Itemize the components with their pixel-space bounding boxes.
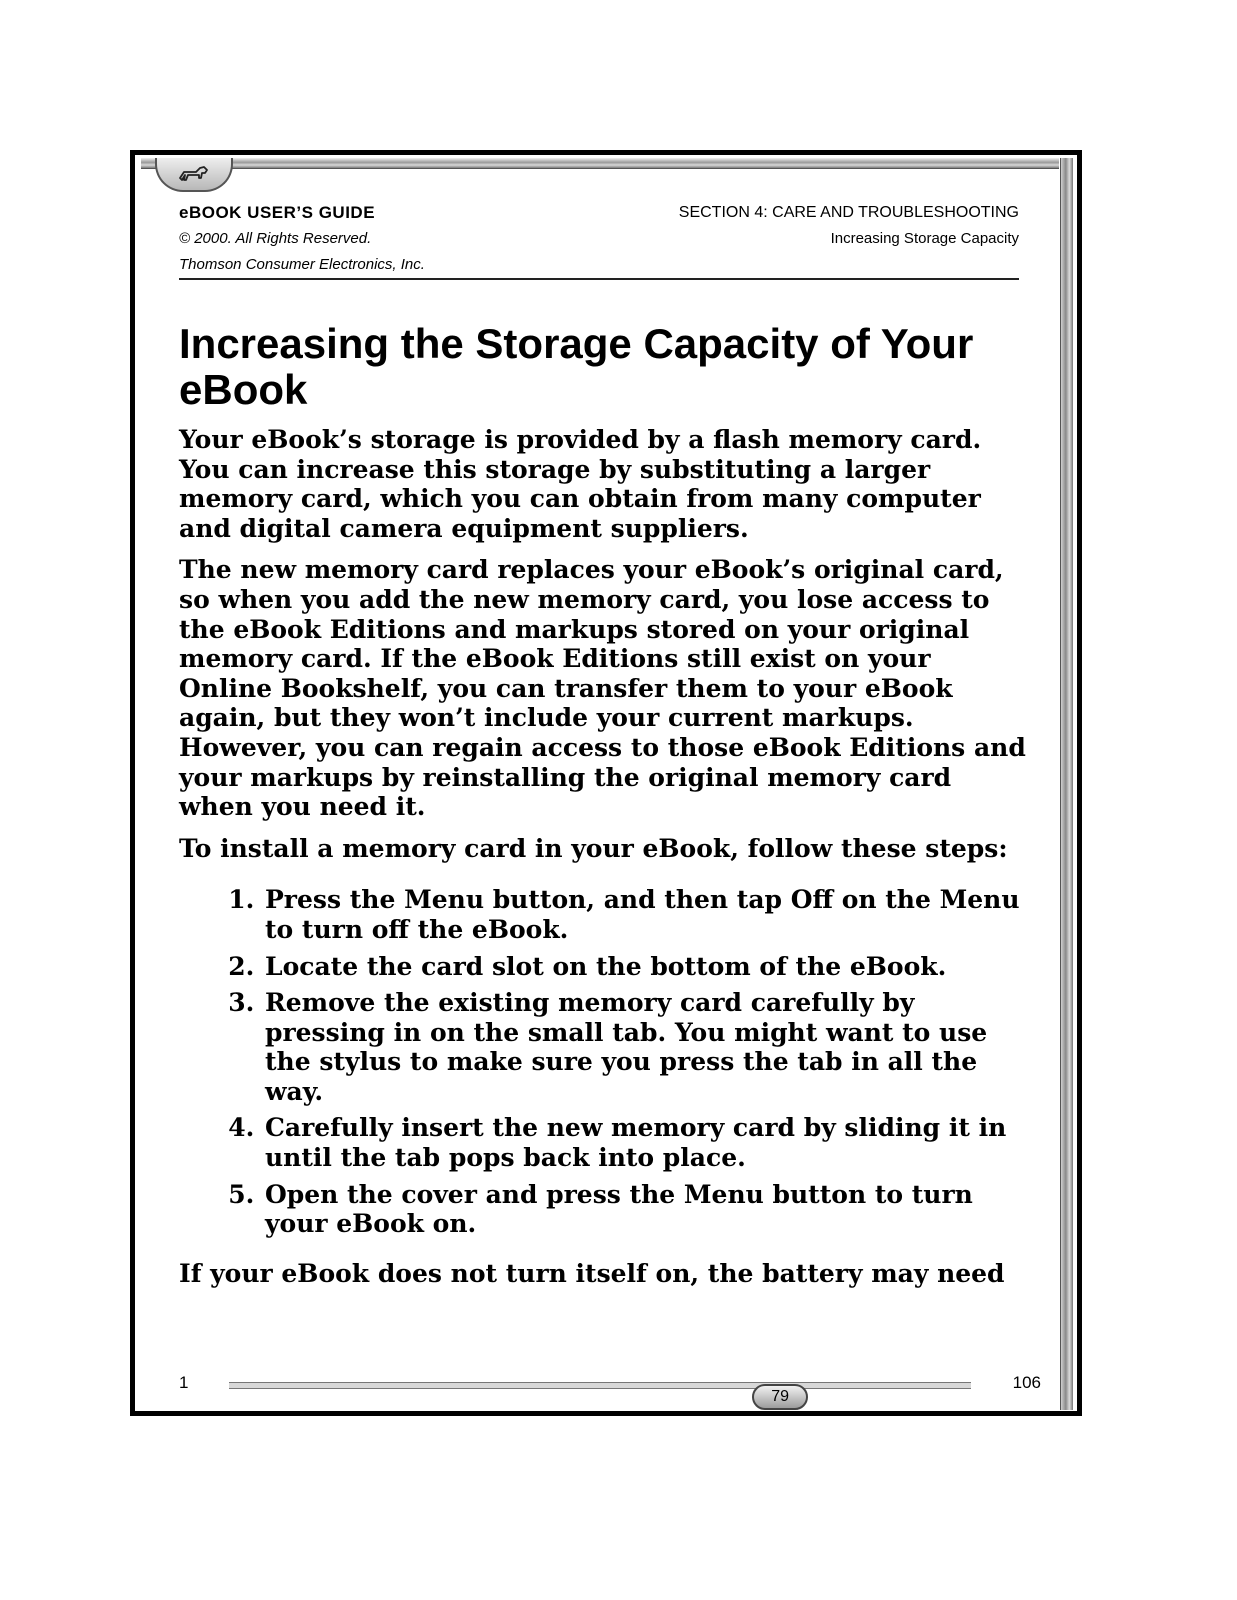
section-title: SECTION 4: CARE AND TROUBLESHOOTING bbox=[678, 204, 1019, 221]
page-content bbox=[179, 321, 1029, 1300]
paragraph-install-intro: To install a memory card in your eBook, follow these steps: bbox=[179, 833, 1008, 863]
install-steps-list bbox=[179, 885, 1029, 1239]
page-slider-track[interactable] bbox=[229, 1382, 971, 1405]
page-title: Increasing the Storage Capacity of Your eBook bbox=[179, 320, 974, 413]
page-header bbox=[179, 200, 1019, 280]
paragraph-trailing: If your eBook does not turn itself on, the battery may need bbox=[179, 1258, 1005, 1288]
subsection-title: Increasing Storage Capacity bbox=[830, 230, 1019, 247]
paragraph-card-replacement: The new memory card replaces your eBook’s original card, so when you add the new memory card, you lose access to the eBook Editions and markups stored on your original memory card. If the eBook Editions still exist on your Online Bookshelf, you can transfer them to your eBook again, but they won’t include your current markups. However, you can regain access to those eBook Editions and your markups by reinstalling the original memory card when you need it. bbox=[179, 555, 1026, 822]
page-slider-thumb[interactable]: 79 bbox=[752, 1384, 808, 1410]
top-rail bbox=[141, 158, 1059, 169]
list-item: 3. Remove the existing memory card carefully by pressing in on the small tab. You might want to use the stylus to make sure you press the tab in all the way. bbox=[263, 988, 1029, 1106]
header-right bbox=[679, 200, 1019, 252]
dog-icon bbox=[174, 163, 214, 185]
ebook-page-frame bbox=[130, 150, 1082, 1416]
first-page-number: 1 bbox=[179, 1373, 189, 1392]
menu-tab[interactable] bbox=[155, 158, 233, 192]
paragraph-storage-intro: Your eBook’s storage is provided by a flash memory card. You can increase this storage by substituting a larger memory card, which you can obtain from many computer and digital camera equipment suppliers. bbox=[179, 425, 982, 543]
copyright-text: © 2000. All Rights Reserved. bbox=[179, 230, 372, 247]
right-scroll-rail[interactable] bbox=[1060, 158, 1073, 1410]
list-item: 2. Locate the card slot on the bottom of the eBook. bbox=[263, 952, 1029, 982]
guide-title: eBOOK USER’S GUIDE bbox=[179, 203, 376, 222]
list-item: 4. Carefully insert the new memory card by sliding it in until the tab pops back into place. bbox=[263, 1113, 1029, 1172]
page-navigation-bar bbox=[179, 1370, 1041, 1405]
list-item: 1. Press the Menu button, and then tap Off on the Menu to turn off the eBook. bbox=[263, 885, 1029, 944]
last-page-number: 106 bbox=[1012, 1373, 1041, 1392]
list-item: 5. Open the cover and press the Menu button to turn your eBook on. bbox=[263, 1180, 1029, 1239]
header-left bbox=[179, 200, 425, 278]
company-text: Thomson Consumer Electronics, Inc. bbox=[179, 256, 425, 273]
